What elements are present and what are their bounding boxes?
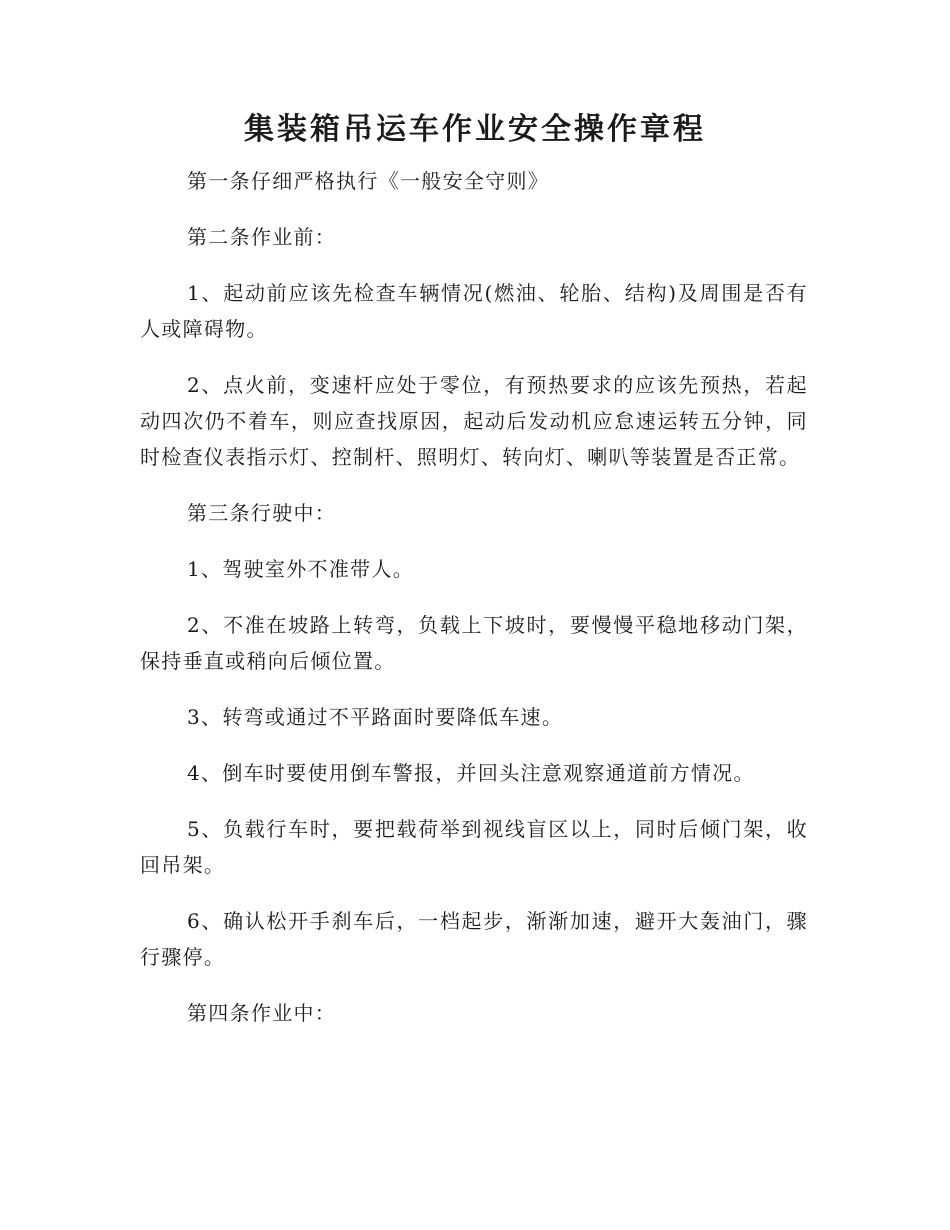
article-2-item-2: 2、点火前，变速杆应处于零位，有预热要求的应该先预热，若起动四次仍不着车，则应查找原因，起动后发动机应怠速运转五分钟，同时检查仪表指示灯、控制杆、照明灯、转向灯、喇叭等装置是否正常。 bbox=[140, 373, 808, 469]
article-1: 第一条仔细严格执行《一般安全守则》 bbox=[187, 169, 550, 193]
document-title: 集装箱吊运车作业安全操作章程 bbox=[244, 112, 706, 147]
article-2-item-1: 1、起动前应该先检查车辆情况(燃油、轮胎、结构)及周围是否有人或障碍物。 bbox=[140, 281, 808, 341]
article-3-item-1: 1、驾驶室外不准带人。 bbox=[187, 557, 415, 581]
article-4-heading: 第四条作业中： bbox=[187, 1001, 337, 1025]
article-2-heading: 第二条作业前： bbox=[187, 225, 337, 249]
article-3-item-6: 6、确认松开手刹车后，一档起步，渐渐加速，避开大轰油门，骤行骤停。 bbox=[140, 909, 808, 969]
document-body bbox=[140, 163, 808, 1051]
article-3-heading: 第三条行驶中： bbox=[187, 501, 337, 525]
article-3-item-3: 3、转弯或通过不平路面时要降低车速。 bbox=[187, 705, 564, 729]
article-3-item-2: 2、不准在坡路上转弯，负载上下坡时，要慢慢平稳地移动门架，保持垂直或稍向后倾位置。 bbox=[140, 613, 808, 673]
article-3-item-5: 5、负载行车时，要把载荷举到视线盲区以上，同时后倾门架，收回吊架。 bbox=[140, 817, 808, 877]
article-3-item-4: 4、倒车时要使用倒车警报，并回头注意观察通道前方情况。 bbox=[187, 761, 755, 785]
